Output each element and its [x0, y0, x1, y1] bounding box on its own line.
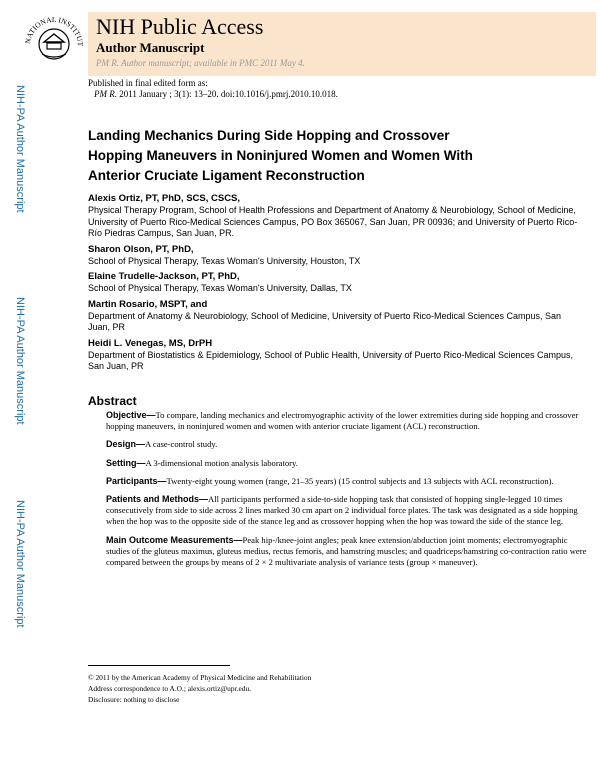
abstract-heading: Abstract [88, 394, 137, 408]
abstract-section [106, 535, 588, 569]
logo-text: NATIONAL INSTITUT [23, 14, 86, 47]
footnotes [88, 672, 311, 705]
abstract-section-label: Participants— [106, 475, 167, 486]
abstract-section-label: Design— [106, 439, 146, 450]
author-name: Martin Rosario, MSPT, and [88, 298, 208, 310]
abstract-body [106, 410, 588, 575]
article-title: Landing Mechanics During Side Hopping and Crossover Hopping Maneuvers in Noninjured Women and Women With Anterior Cruciate Ligament Reconstruction [88, 128, 473, 183]
author-name: Alexis Ortiz, PT, PhD, SCS, CSCS, [88, 193, 241, 204]
author-list [88, 193, 584, 377]
abstract-section [106, 410, 588, 432]
author-entry [88, 299, 584, 334]
abstract-section [106, 494, 588, 528]
abstract-section-text: Peak hip-/knee-joint angles; peak knee extension/abduction joint moments; electromyographic studies of the gluteus maximus, gluteus medius, rectus femoris, and hamstring muscles; and quadriceps/hamstring co-contraction ratio were compared between the groups by means of 2 × 2 multivariate analysis of variance tests (group × maneuver). [106, 534, 587, 568]
author-affiliation: School of Physical Therapy, Texas Woman's University, Houston, TX [88, 255, 361, 266]
abstract-section-label: Main Outcome Measurements— [106, 534, 243, 545]
abstract-section [106, 476, 588, 487]
correspondence-note: Address correspondence to A.O.; alexis.ortiz@upr.edu. [88, 684, 251, 693]
copyright-note: © 2011 by the American Academy of Physical Medicine and Rehabilitation [88, 673, 312, 682]
availability-note: PM R. Author manuscript; available in PMC 2011 May 4. [96, 58, 305, 68]
side-watermark: NIH-PA Author Manuscript [14, 500, 26, 628]
author-name: Sharon Olson, PT, PhD, [88, 243, 194, 255]
author-manuscript-label: Author Manuscript [96, 40, 205, 55]
citation-details: 2011 January ; 3(1): 13–20. doi:10.1016/j.pmrj.2010.10.018. [117, 89, 338, 99]
author-affiliation: Physical Therapy Program, School of Health Professions and Department of Anatomy & Neurobiology, School of Medicine, University of Puerto Rico-Medical Sciences Campus, PO Box 365067, San Juan, PR 00936; and University of Puerto Rico-Río Piedras Campus, San Juan, PR. [88, 205, 578, 238]
author-entry [88, 271, 584, 295]
abstract-section [106, 439, 588, 450]
footnote-divider [88, 665, 230, 666]
abstract-section-label: Setting— [106, 457, 146, 468]
author-affiliation: Department of Anatomy & Neurobiology, School of Medicine, University of Puerto Rico-Medical Sciences Campus, San Juan, PR [88, 310, 562, 332]
published-line: Published in final edited form as: [88, 78, 208, 88]
side-watermark: NIH-PA Author Manuscript [14, 85, 26, 213]
author-entry [88, 338, 584, 373]
abstract-section-label: Patients and Methods— [106, 494, 209, 505]
abstract-section-text: A case-control study. [145, 439, 218, 450]
author-entry [88, 244, 584, 268]
journal-name: PM R. [94, 89, 117, 99]
author-affiliation: School of Physical Therapy, Texas Woman's University, Dallas, TX [88, 283, 352, 293]
abstract-section-text: To compare, landing mechanics and electromyographic activity of the lower extremities during side hopping and crossover hopping maneuvers, in noninjured women and women with anterior cruciate ligament (ACL) reconstruction. [106, 410, 579, 432]
abstract-section-text: All participants performed a side-to-side hopping task that consisted of hopping single-legged 10 times consecutively from side to side across 2 lines marked 30 cm apart on 2 individual force plates. The task was designated as a side hopping when the hop was to the opposite side of the stance leg and as crossover hopping when the hop was toward the side of the stance leg. [106, 494, 578, 527]
side-watermark: NIH-PA Author Manuscript [14, 297, 26, 425]
abstract-section-text: A 3-dimensional motion analysis laboratory. [145, 457, 298, 468]
nih-logo [20, 10, 92, 70]
abstract-section [106, 458, 588, 469]
citation [94, 89, 338, 99]
abstract-section-label: Objective— [106, 410, 156, 420]
nih-public-access-title: NIH Public Access [96, 14, 264, 39]
author-entry [88, 193, 584, 240]
disclosure-note: Disclosure: nothing to disclose [88, 695, 180, 704]
abstract-section-text: Twenty-eight young women (range, 21–35 years) (15 control subjects and 13 subjects with ACL reconstruction). [166, 475, 554, 486]
author-affiliation: Department of Biostatistics & Epidemiology, School of Public Health, University of Puerto Rico-Medical Sciences Campus, San Juan, PR [88, 349, 574, 371]
author-name: Heidi L. Venegas, MS, DrPH [88, 337, 213, 349]
author-name: Elaine Trudelle-Jackson, PT, PhD, [88, 271, 240, 282]
